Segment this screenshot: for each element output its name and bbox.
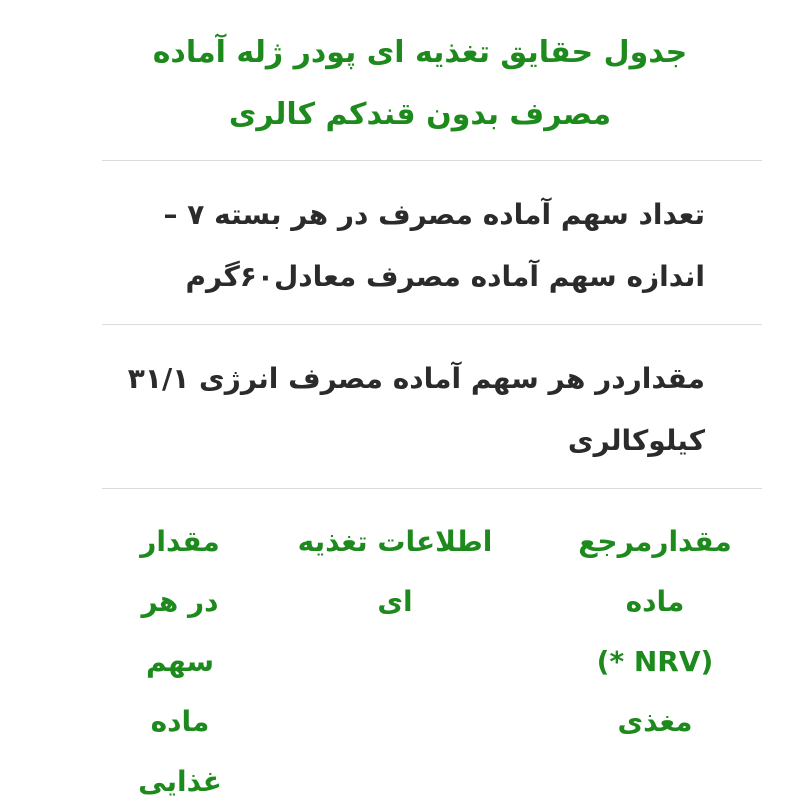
servings-info-line-1: تعداد سهم آماده مصرف در هر بسته ۷ – [163, 198, 705, 231]
column-header-line: ماده [625, 585, 685, 618]
servings-info [85, 184, 705, 308]
column-header-amount-per-serving [125, 512, 235, 800]
divider [102, 488, 762, 489]
energy-info [85, 348, 705, 472]
title-line-1: جدول حقایق تغذیه ای پودر ژله آماده [152, 35, 688, 70]
column-header-line: ماده [150, 705, 210, 738]
column-header-line: اطلاعات تغذیه [297, 525, 493, 558]
title-line-2: مصرف بدون قندکم کالری [228, 97, 612, 132]
column-header-line: مغذی [617, 705, 693, 738]
energy-info-line-1: مقداردر هر سهم آماده مصرف انرژی ۳۱/۱ [127, 362, 705, 395]
table-header-row [120, 512, 740, 800]
column-header-line: مقدارمرجع [578, 525, 732, 558]
column-header-line: ای [377, 585, 413, 618]
divider [102, 160, 762, 161]
energy-info-line-2: کیلوکالری [567, 424, 705, 457]
column-header-line: سهم [146, 645, 214, 678]
column-header-line: (NRV *) [596, 645, 714, 678]
column-header-line: در هر [141, 585, 219, 618]
servings-info-line-2: اندازه سهم آماده مصرف معادل۶۰گرم [185, 260, 705, 293]
column-header-line: غذایی [138, 765, 222, 798]
divider [102, 324, 762, 325]
column-header-line: مقدار [140, 525, 220, 558]
column-header-nutrition-info [280, 512, 510, 632]
column-header-nrv [575, 512, 735, 752]
page-title [150, 22, 690, 146]
